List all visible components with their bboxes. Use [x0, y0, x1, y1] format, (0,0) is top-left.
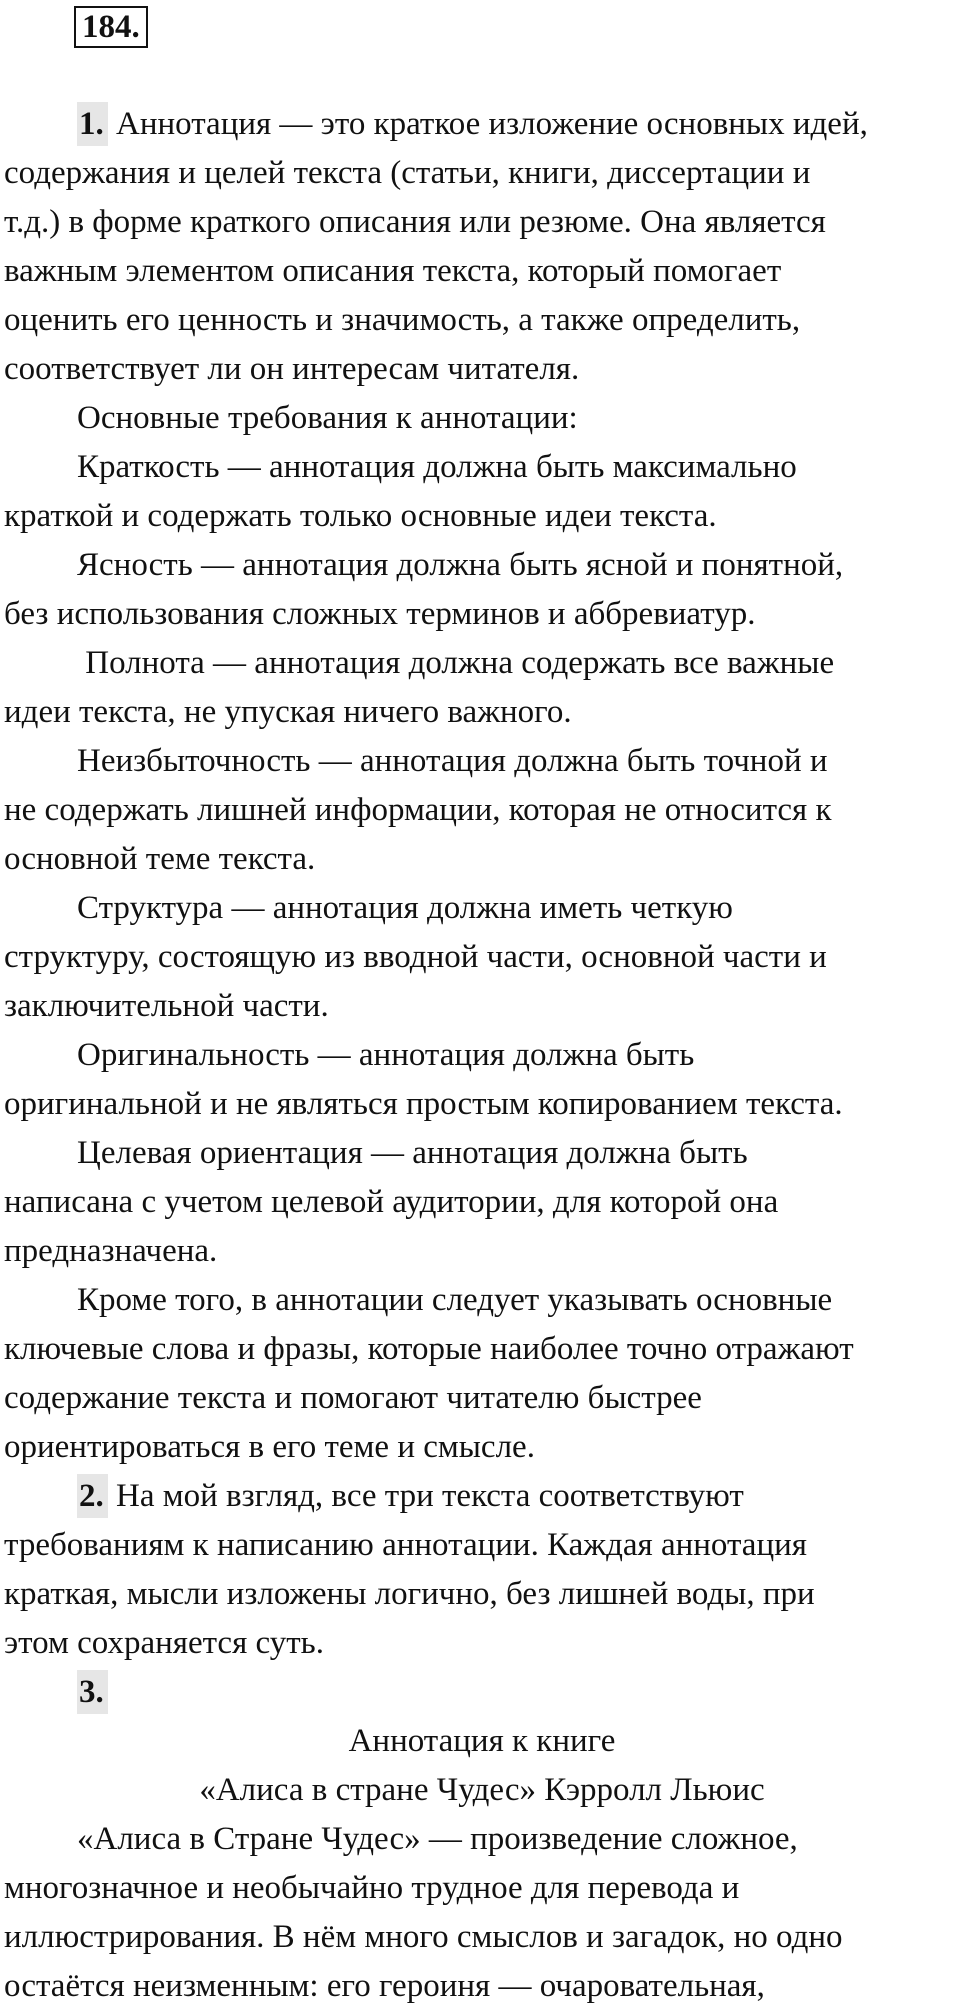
text-line: содержание текста и помогают читателю быстрее	[4, 1380, 702, 1416]
text-line: этом сохраняется суть.	[4, 1625, 324, 1661]
text-line: оригинальной и не являться простым копированием текста.	[4, 1086, 843, 1122]
text-line: предназначена.	[4, 1233, 218, 1269]
text-line: важным элементом описания текста, который помогает	[4, 253, 782, 289]
paragraph	[4, 1668, 960, 1717]
text-line: структуру, состоящую из вводной части, основной части и	[4, 939, 827, 975]
requirements-heading: Основные требования к аннотации:	[77, 400, 578, 436]
paragraph	[4, 100, 960, 149]
text-line: Ясность — аннотация должна быть ясной и понятной,	[77, 547, 844, 583]
text-line: «Алиса в Стране Чудес» — произведение сложное,	[77, 1821, 798, 1857]
text-line: Полнота — аннотация должна содержать все важные	[77, 645, 835, 681]
text-line: идеи текста, не упуская ничего важного.	[4, 694, 572, 730]
text-line: Неизбыточность — аннотация должна быть точной и	[77, 743, 828, 779]
text-line: Целевая ориентация — аннотация должна быть	[77, 1135, 748, 1171]
text-line: иллюстрирования. В нём много смыслов и загадок, но одно	[4, 1919, 843, 1955]
text-line: ключевые слова и фразы, которые наиболее точно отражают	[4, 1331, 854, 1367]
text-line: краткая, мысли изложены логично, без лишней воды, при	[4, 1576, 815, 1612]
text-line: не содержать лишней информации, которая не относится к	[4, 792, 832, 828]
text-line: заключительной части.	[4, 988, 329, 1024]
section-number: 1.	[77, 102, 108, 146]
text-line: Кроме того, в аннотации следует указывать основные	[77, 1282, 833, 1318]
section-number: 2.	[77, 1474, 108, 1518]
text-line: т.д.) в форме краткого описания или резюме. Она является	[4, 204, 826, 240]
text-line: написана с учетом целевой аудитории, для которой она	[4, 1184, 779, 1220]
text-line: без использования сложных терминов и аббревиатур.	[4, 596, 756, 632]
text-line: Оригинальность — аннотация должна быть	[77, 1037, 695, 1073]
text-line: основной теме текста.	[4, 841, 316, 877]
text-line: остаётся неизменным: его героиня — очаровательная,	[4, 1968, 765, 2004]
text-line: краткой и содержать только основные идеи текста.	[4, 498, 717, 534]
text-line: Аннотация — это краткое изложение основных идей,	[116, 106, 868, 142]
annotation-subtitle: «Алиса в стране Чудес» Кэрролл Льюис	[199, 1772, 765, 1808]
text-line: На мой взгляд, все три текста соответствуют	[116, 1478, 744, 1514]
document-content	[4, 100, 960, 2011]
text-line: Структура — аннотация должна иметь четкую	[77, 890, 733, 926]
task-number-box: 184.	[74, 6, 148, 48]
text-line: требованиям к написанию аннотации. Каждая аннотация	[4, 1527, 807, 1563]
text-line: Краткость — аннотация должна быть максимально	[77, 449, 797, 485]
text-line: ориентироваться в его теме и смысле.	[4, 1429, 535, 1465]
annotation-title: Аннотация к книге	[348, 1723, 616, 1759]
text-line: многозначное и необычайно трудное для перевода и	[4, 1870, 740, 1906]
text-line: оценить его ценность и значимость, а также определить,	[4, 302, 801, 338]
text-line: содержания и целей текста (статьи, книги, диссертации и	[4, 155, 811, 191]
section-number: 3.	[77, 1670, 108, 1714]
text-line: соответствует ли он интересам читателя.	[4, 351, 580, 387]
paragraph	[4, 1472, 960, 1521]
